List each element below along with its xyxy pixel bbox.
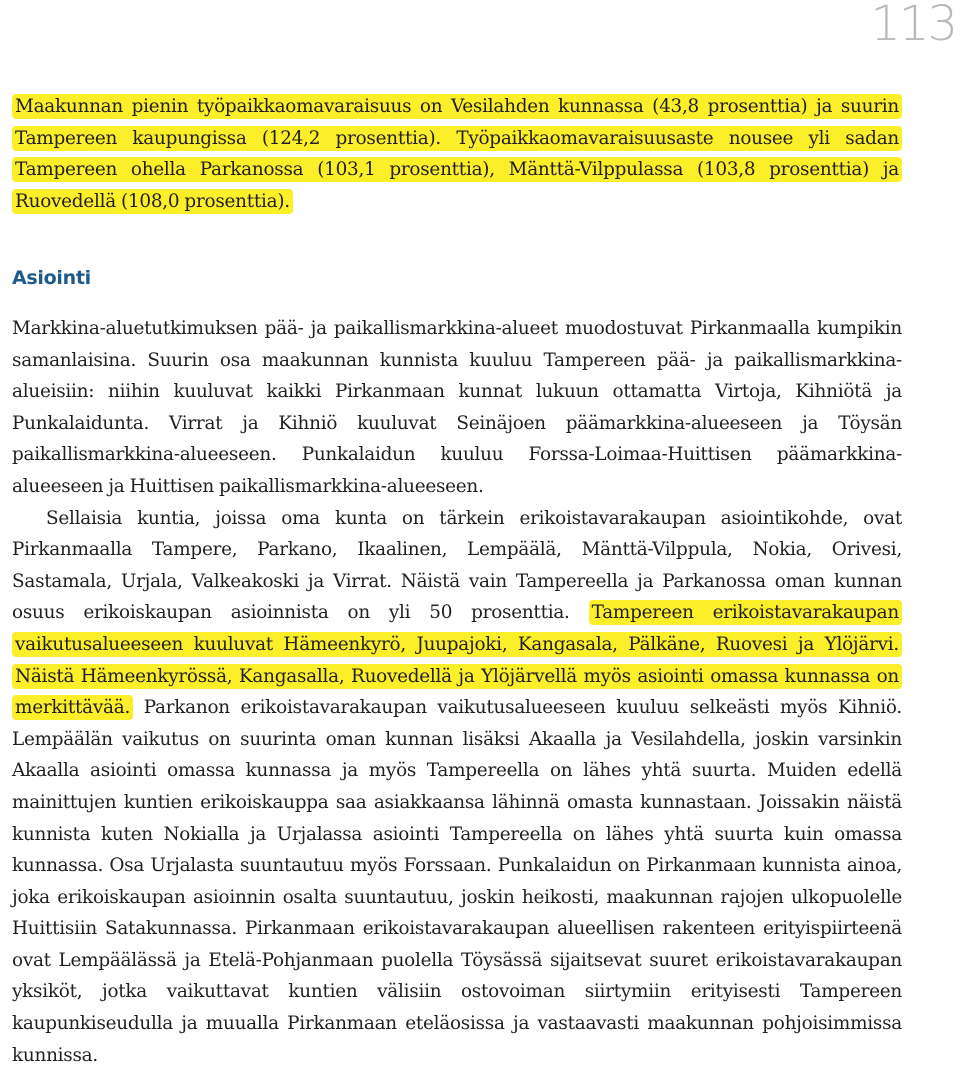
highlighted-text: Maakunnan pienin työpaikkaomavaraisuus on Vesilahden kunnassa (43,8 prosenttia) ja suurin Tampereen kaupungissa (124,2 prosenttia). Työpaikkaomavaraisuusaste nousee yli sadan Tampereen ohella Parkanossa (103,1 prosenttia), Mänttä-Vilppulassa (103,8 prosenttia) ja Ruovedellä (108,0 prosenttia). [12, 94, 902, 214]
section-body [12, 313, 902, 1071]
paragraph-markets: Markkina-aluetutkimuksen pää- ja paikallismarkkina-alueet muodostuvat Pirkanmaalla kumpikin samanlaisina. Suurin osa maakunnan kunnista kuuluu Tampereen pää- ja paikallismarkkina-alueisiin: niihin kuuluvat kaikki Pirkanmaan kunnat lukuun ottamatta Virtoja, Kihniötä ja Punkalaidunta. Virrat ja Kihniö kuuluvat Seinäjoen päämarkkina-alueeseen ja Töysän paikallismarkkina-alueeseen. Punkalaidun kuuluu Forssa-Loimaa-Huittisen päämarkkina-alueeseen ja Huittisen paikallismarkkina-alueeseen. [12, 318, 902, 497]
paragraph-shopping-text: Sellaisia kuntia, joissa oma kunta on tärkein erikoistavarakaupan asiointikohde, ovat Pirkanmaalla Tampere, Parkano, Ikaalinen, Lempäälä, Mänttä-Vilppula, Nokia, Orivesi, Sastamala, Urjala, Valkeakoski ja Virrat. Näistä vain Tampereella ja Parkanossa oman kunnan osuus erikoiskaupan asioinnista on yli 50 prosenttia. [12, 507, 902, 624]
section-heading: Asiointi [12, 267, 91, 289]
paragraph-shopping-continued: Parkanon erikoistavarakaupan vaikutusalueeseen kuuluu selkeästi myös Kihniö. Lempäälän vaikutus on suurinta oman kunnan lisäksi Akaalla ja Vesilahdella, joskin varsinkin Akaalla asiointi omassa kunnassa ja myös Tampereella on lähes yhtä suurta. Muiden edellä mainittujen kuntien erikoiskauppa saa asiakkaansa lähinnä omasta kunnastaan. Joissakin näistä kunnista kuten Nokialla ja Urjalassa asiointi Tampereella on lähes yhtä suurta kuin omassa kunnassa. Osa Urjalasta suuntautuu myös Forssaan. Punkalaidun on Pirkanmaan kunnista ainoa, joka erikoiskaupan asioinnin osalta suuntautuu, joskin heikosti, maakunnan rajojen ulkopuolelle Huittisiin Satakunnassa. Pirkanmaan erikoistavarakaupan alueellisen rakenteen erityispiirteenä ovat Lempäälässä ja Etelä-Pohjanmaan puolella Töysässä sijaitsevat suuret erikoistavarakaupan yksiköt, jotka vaikuttavat kuntien välisiin ostovoiman siirtymiin erityisesti Tampereen kaupunkiseudulla ja muualla Pirkanmaan eteläosissa ja vastaavasti maakunnan pohjoisimmissa kunnissa. [12, 697, 902, 1066]
paragraph-intro [12, 91, 902, 217]
highlighted-text: Tampereen erikoistavarakaupan vaikutusalueeseen kuuluvat Hämeenkyrö, Juupajoki, Kangasala, Pälkäne, Ruovesi ja Ylöjärvi. Näistä Hämeenkyrössä, Kangasalla, Ruovedellä ja Ylöjärvellä myös asiointi omassa kunnassa on merkittävää. [12, 600, 902, 720]
page-number: 113 [870, 0, 956, 52]
